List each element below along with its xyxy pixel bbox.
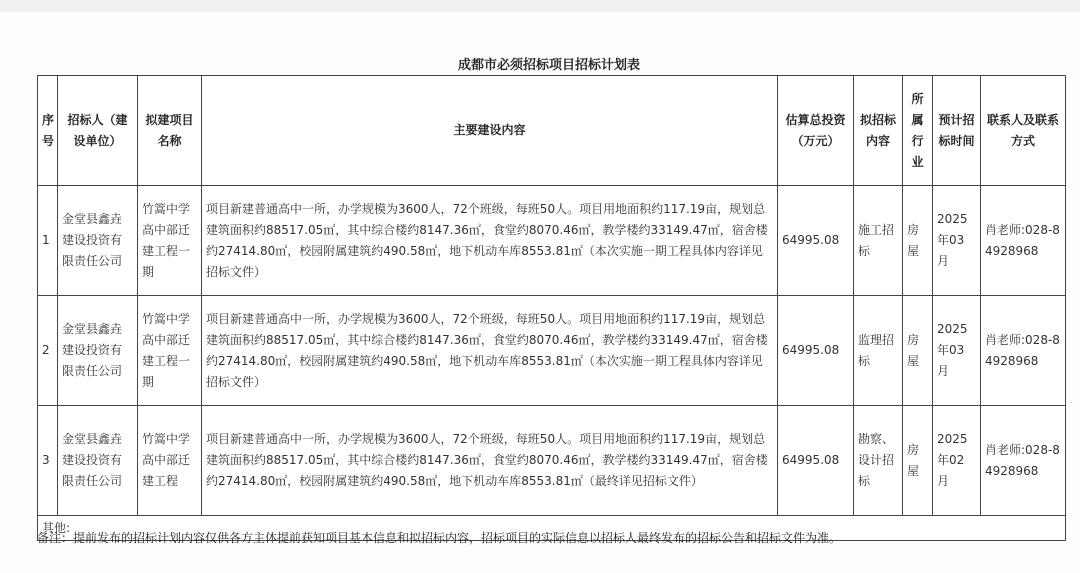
cell-contact: 肖老师:028-84928968 <box>981 186 1066 296</box>
page-title: 成都市必须招标项目招标计划表 <box>457 58 640 73</box>
header-bidder: 招标人（建设单位） <box>58 76 138 186</box>
footnote: 备注：提前发布的招标计划内容仅供各方主体提前获知项目基本信息和拟招标内容，招标项目的实际信息以招标人最终发布的招标公告和招标文件为准。 <box>37 531 842 545</box>
cell-industry: 房屋 <box>903 406 933 516</box>
cell-investment: 64995.08 <box>778 186 854 296</box>
header-industry: 所属行业 <box>903 76 933 186</box>
cell-project: 竹篙中学高中部迁建工程一期 <box>138 296 202 406</box>
cell-bid-content: 监理招标 <box>854 296 903 406</box>
cell-industry: 房屋 <box>903 296 933 406</box>
cell-content: 项目新建普通高中一所，办学规模为3600人，72个班级，每班50人。项目用地面积约117.19亩，规划总建筑面积约88517.05㎡，其中综合楼约8147.36㎡，食堂约8070.46㎡，教学楼约33149.47㎡，宿舍楼约27414.80㎡，校园附属建筑约490.58㎡，地下机动车库8553.81㎡（本次实施一期工程具体内容详见招标文件） <box>202 296 778 406</box>
other-label: 其他: <box>38 516 1066 541</box>
cell-investment: 64995.08 <box>778 406 854 516</box>
table-row <box>38 186 1066 296</box>
header-content: 主要建设内容 <box>202 76 778 186</box>
cell-contact: 肖老师:028-84928968 <box>981 296 1066 406</box>
cell-idx: 3 <box>38 406 58 516</box>
cell-bid-content: 施工招标 <box>854 186 903 296</box>
cell-content: 项目新建普通高中一所，办学规模为3600人，72个班级，每班50人。项目用地面积约117.19亩，规划总建筑面积约88517.05㎡，其中综合楼约8147.36㎡，食堂约8070.46㎡，教学楼约33149.47㎡，宿舍楼约27414.80㎡，校园附属建筑约490.58㎡，地下机动车库8553.81㎡（本次实施一期工程具体内容详见招标文件） <box>202 186 778 296</box>
header-investment: 估算总投资（万元） <box>778 76 854 186</box>
cell-idx: 2 <box>38 296 58 406</box>
cell-contact: 肖老师:028-84928968 <box>981 406 1066 516</box>
table-row <box>38 296 1066 406</box>
cell-bid-content: 勘察、设计招标 <box>854 406 903 516</box>
header-idx: 序号 <box>38 76 58 186</box>
cell-bidder: 金堂县鑫垚建设投资有限责任公司 <box>58 296 138 406</box>
bid-plan-table <box>37 75 1066 541</box>
top-bar <box>0 0 1080 12</box>
cell-bidder: 金堂县鑫垚建设投资有限责任公司 <box>58 406 138 516</box>
header-bid-content: 拟招标内容 <box>854 76 903 186</box>
header-project: 拟建项目名称 <box>138 76 202 186</box>
cell-industry: 房屋 <box>903 186 933 296</box>
table-row <box>38 406 1066 516</box>
cell-project: 竹篙中学高中部迁建工程一期 <box>138 186 202 296</box>
cell-bidder: 金堂县鑫垚建设投资有限责任公司 <box>58 186 138 296</box>
cell-time: 2025年03月 <box>933 296 981 406</box>
cell-time: 2025年03月 <box>933 186 981 296</box>
cell-time: 2025年02月 <box>933 406 981 516</box>
header-contact: 联系人及联系方式 <box>981 76 1066 186</box>
cell-project: 竹篙中学高中部迁建工程 <box>138 406 202 516</box>
header-time: 预计招标时间 <box>933 76 981 186</box>
table-header-row <box>38 76 1066 186</box>
cell-idx: 1 <box>38 186 58 296</box>
cell-investment: 64995.08 <box>778 296 854 406</box>
cell-content: 项目新建普通高中一所，办学规模为3600人，72个班级，每班50人。项目用地面积约117.19亩，规划总建筑面积约88517.05㎡，其中综合楼约8147.36㎡，食堂约8070.46㎡，教学楼约33149.47㎡，宿舍楼约27414.80㎡，校园附属建筑约490.58㎡，地下机动车库8553.81㎡（最终详见招标文件） <box>202 406 778 516</box>
